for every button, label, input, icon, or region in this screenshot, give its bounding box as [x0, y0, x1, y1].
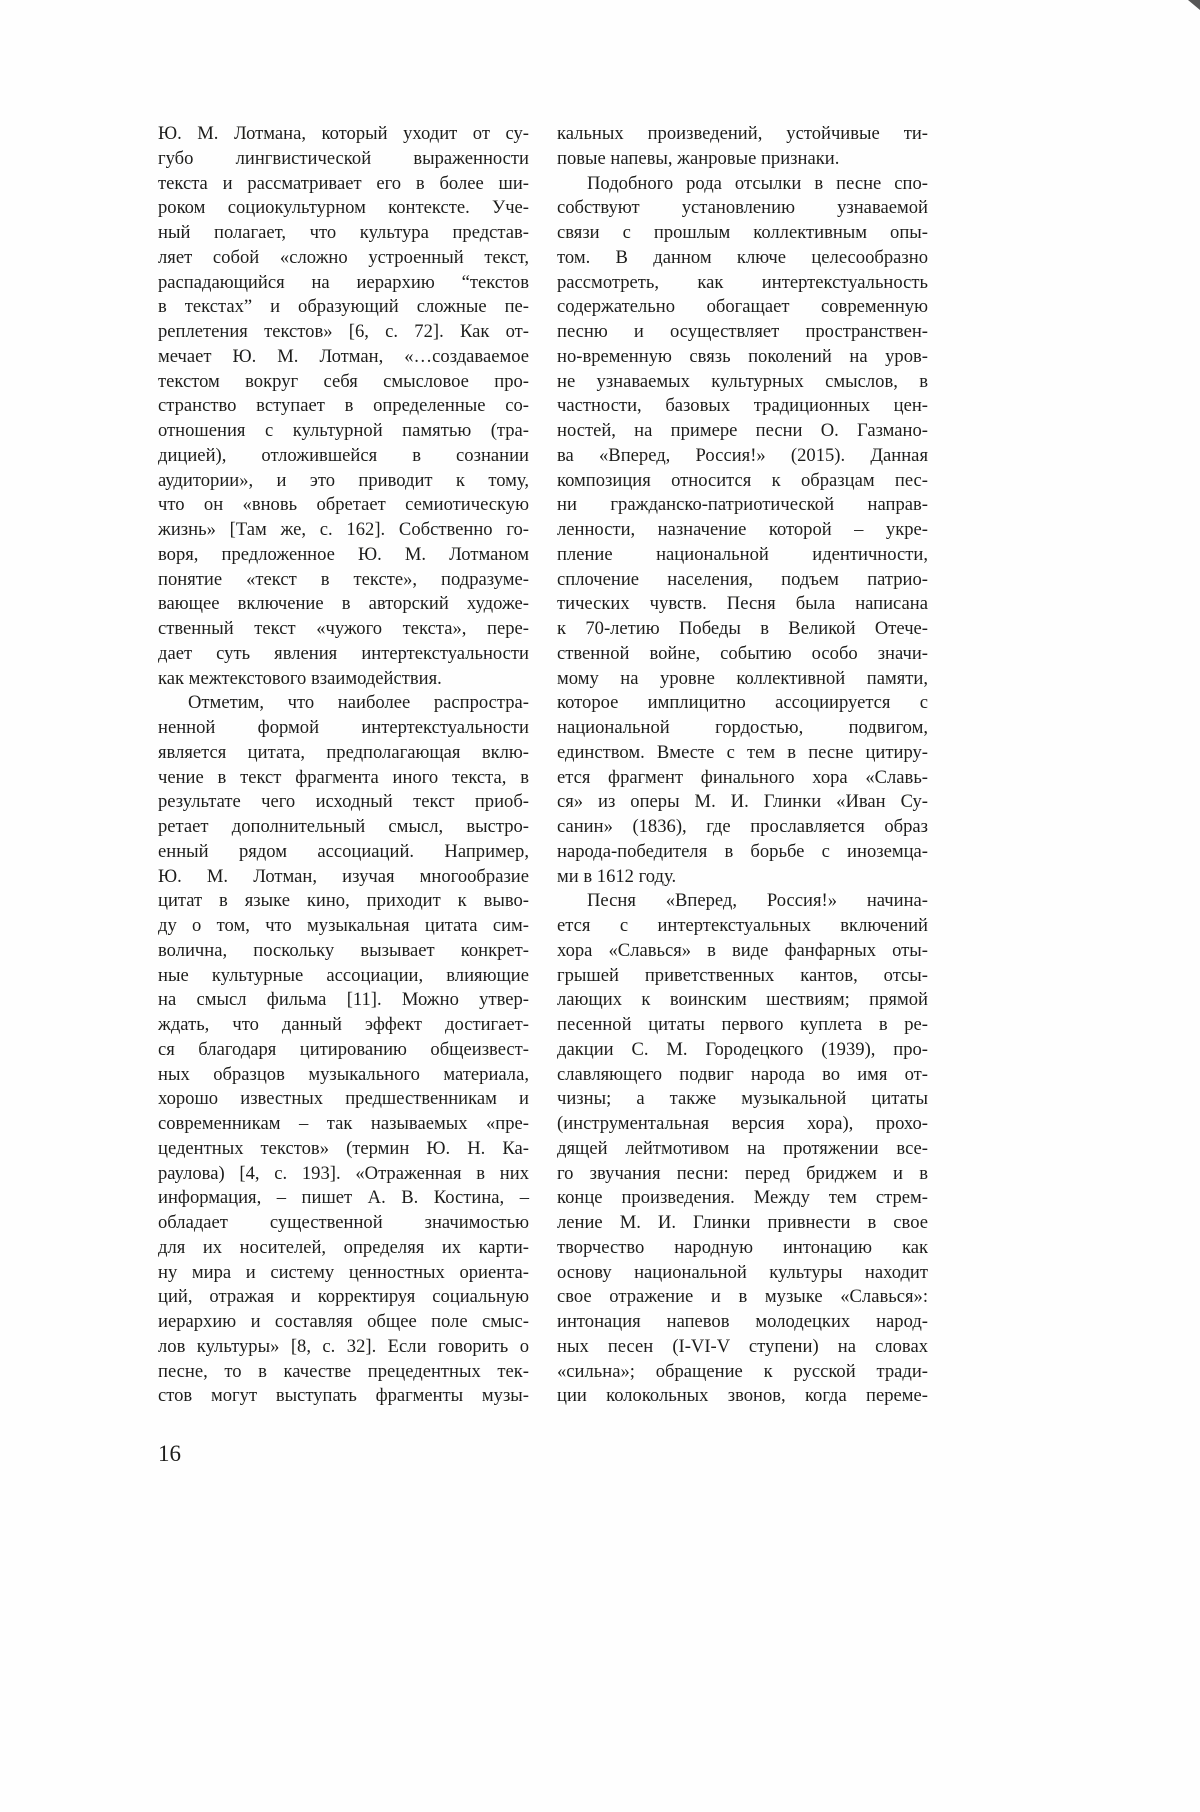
- text-line: национальной гордостью, подвигом,: [557, 717, 928, 738]
- text-line: губо лингвистической выраженности: [158, 147, 529, 169]
- text-line: ций, отражая и корректируя социальную: [158, 1286, 529, 1308]
- text-line: композиция относится к образцам пес-: [557, 469, 928, 491]
- text-line: дящей лейтмотивом на протяжении все-: [557, 1137, 928, 1159]
- text-line: Подобного рода отсылки в песне спо-: [587, 172, 928, 194]
- text-line: ни гражданско-патриотической направ-: [557, 494, 928, 516]
- text-line: отношения с культурной памятью (тра-: [158, 420, 529, 441]
- text-line: иерархию и составляя общее поле смыс-: [158, 1311, 529, 1332]
- text-line: является цитата, предполагающая вклю-: [158, 741, 529, 763]
- text-line: воря, предложенное Ю. М. Лотманом: [158, 543, 529, 565]
- text-line: связи с прошлым коллективным опы-: [557, 222, 928, 243]
- text-line: на смысл фильма [11]. Можно утвер-: [158, 989, 529, 1011]
- text-line: лов культуры» [8, с. 32]. Если говорить о: [158, 1335, 529, 1357]
- text-line: дицией), отложившейся в сознании: [158, 444, 529, 466]
- text-line: реплетения текстов» [6, с. 72]. Как от-: [158, 321, 529, 342]
- text-line: роком социокультурном контексте. Уче-: [158, 197, 529, 219]
- text-line: волична, поскольку вызывает конкрет-: [158, 939, 529, 961]
- text-line: единством. Вместе с тем в песне цитиру-: [557, 741, 928, 763]
- text-line: мечает Ю. М. Лотман, «…создаваемое: [158, 345, 529, 367]
- text-line: народа-победителя в борьбе с иноземца-: [557, 840, 928, 862]
- text-line: дакции С. М. Городецкого (1939), про-: [557, 1038, 928, 1060]
- text-column-left: [158, 122, 529, 1409]
- text-line: песне, то в качестве прецедентных тек-: [158, 1360, 529, 1382]
- text-column-right: [557, 122, 928, 1409]
- text-line: Ю. М. Лотман, изучая многообразие: [158, 865, 529, 887]
- text-line: сплочение населения, подъем патрио-: [557, 568, 928, 590]
- text-line: содержательно обогащает современную: [557, 296, 928, 318]
- text-line: го звучания песни: перед бриджем и в: [557, 1162, 928, 1184]
- text-line: жизнь» [Там же, с. 162]. Собственно го-: [158, 519, 529, 540]
- text-line: конце произведения. Между тем стрем-: [557, 1187, 928, 1209]
- text-line: ется фрагмент финального хора «Славь-: [557, 766, 928, 788]
- text-line: «сильна»; обращение к русской тради-: [557, 1360, 928, 1382]
- text-line: ственной войне, событию особо значи-: [557, 642, 928, 664]
- text-line: (инструментальная версия хора), прохо-: [557, 1113, 928, 1134]
- text-line: ление М. И. Глинки привнести в свое: [557, 1212, 928, 1233]
- text-line: песенной цитаты первого куплета в ре-: [557, 1014, 928, 1035]
- text-line: но-временную связь поколений на уров-: [557, 345, 928, 367]
- text-line: ну мира и систему ценностных ориента-: [158, 1261, 529, 1283]
- text-line: обладает существенной значимостью: [158, 1212, 529, 1233]
- text-line: ся благодаря цитированию общеизвест-: [158, 1038, 529, 1060]
- scan-artifact: [1188, 0, 1200, 10]
- text-line: информация, – пишет А. В. Костина, –: [158, 1187, 529, 1209]
- text-line: ду о том, что музыкальная цитата сим-: [158, 915, 529, 936]
- text-line: стов могут выступать фрагменты музы-: [158, 1385, 529, 1407]
- text-line: песню и осуществляет пространствен-: [557, 321, 928, 342]
- text-line: ми в 1612 году.: [557, 865, 677, 887]
- text-line: что он «вновь обретает семиотическую: [158, 494, 529, 516]
- text-line: санин» (1836), где прославляется образ: [557, 816, 928, 837]
- text-line: ленности, назначение которой – укре-: [557, 519, 928, 540]
- text-line: Отметим, что наиболее распростра-: [188, 692, 529, 714]
- text-line: как межтекстового взаимодействия.: [158, 667, 442, 689]
- text-line: хорошо известных предшественникам и: [158, 1088, 529, 1110]
- text-line: енный рядом ассоциаций. Например,: [158, 840, 529, 862]
- text-line: дает суть явления интертекстуальности: [158, 642, 529, 664]
- text-line: раулова) [4, с. 193]. «Отраженная в них: [158, 1162, 529, 1184]
- text-line: интонация напевов молодецких народ-: [557, 1311, 928, 1332]
- text-line: текстом вокруг себя смысловое про-: [158, 370, 529, 392]
- text-line: пление национальной идентичности,: [557, 543, 928, 565]
- text-line: частности, базовых традиционных цен-: [557, 395, 928, 417]
- page-number: 16: [158, 1441, 181, 1466]
- text-line: распадающийся на иерархию “текстов: [158, 271, 529, 293]
- text-line: кальных произведений, устойчивые ти-: [557, 123, 928, 144]
- text-line: ции колокольных звонов, когда переме-: [557, 1385, 928, 1407]
- text-line: результате чего исходный текст приоб-: [158, 791, 529, 813]
- text-line: рассмотреть, как интертекстуальность: [557, 271, 928, 293]
- text-line: которое имплицитно ассоциируется с: [557, 692, 928, 714]
- text-line: Песня «Вперед, Россия!» начина-: [587, 890, 928, 912]
- article-body: [158, 122, 928, 1409]
- text-line: ся» из оперы М. И. Глинки «Иван Су-: [557, 791, 928, 813]
- text-line: ляет собой «сложно устроенный текст,: [158, 246, 529, 268]
- text-line: ных образцов музыкального материала,: [158, 1063, 529, 1085]
- text-line: повые напевы, жанровые признаки.: [557, 147, 840, 169]
- text-line: аудитории», и это приводит к тому,: [158, 469, 529, 491]
- text-line: Ю. М. Лотмана, который уходит от су-: [158, 123, 529, 144]
- text-line: текста и рассматривает его в более ши-: [158, 172, 529, 194]
- text-line: основу национальной культуры находит: [557, 1261, 928, 1283]
- text-line: ные культурные ассоциации, влияющие: [158, 964, 529, 986]
- text-line: ностей, на примере песни О. Газмано-: [557, 420, 928, 441]
- text-line: современникам – так называемых «пре-: [158, 1113, 529, 1134]
- text-line: цитат в языке кино, приходит к выво-: [158, 890, 529, 912]
- text-line: цедентных текстов» (термин Ю. Н. Ка-: [158, 1137, 529, 1159]
- text-line: понятие «текст в тексте», подразуме-: [158, 568, 529, 590]
- text-line: свое отражение и в музыке «Славься»:: [557, 1286, 928, 1308]
- text-line: вающее включение в авторский художе-: [158, 593, 529, 615]
- text-line: ется с интертекстуальных включений: [557, 915, 928, 936]
- text-line: ный полагает, что культура представ-: [158, 222, 529, 243]
- text-line: к 70-летию Победы в Великой Отече-: [557, 618, 928, 639]
- text-line: тических чувств. Песня была написана: [557, 593, 928, 615]
- text-line: лающих к воинским шествиям; прямой: [557, 989, 928, 1011]
- text-line: хора «Славься» в виде фанфарных оты-: [557, 939, 928, 961]
- text-line: ных песен (I-VI-V ступени) на словах: [557, 1335, 928, 1357]
- text-line: странство вступает в определенные со-: [158, 395, 529, 417]
- text-line: собствуют установлению узнаваемой: [557, 197, 928, 219]
- text-line: ретает дополнительный смысл, выстро-: [158, 816, 529, 837]
- text-line: мому на уровне коллективной памяти,: [557, 667, 928, 689]
- text-line: том. В данном ключе целесообразно: [557, 246, 928, 268]
- text-line: не узнаваемых культурных смыслов, в: [557, 370, 928, 392]
- text-line: чизны; а также музыкальной цитаты: [557, 1088, 928, 1110]
- text-line: творчество народную интонацию как: [557, 1236, 928, 1258]
- text-line: ственный текст «чужого текста», пере-: [158, 618, 529, 639]
- text-line: ждать, что данный эффект достигает-: [158, 1014, 529, 1035]
- text-line: славляющего подвиг народа во имя от-: [557, 1063, 928, 1085]
- text-line: ва «Вперед, Россия!» (2015). Данная: [557, 444, 928, 466]
- text-line: чение в текст фрагмента иного текста, в: [158, 766, 529, 788]
- text-line: для их носителей, определяя их карти-: [158, 1236, 529, 1258]
- text-line: ненной формой интертекстуальности: [158, 717, 529, 738]
- text-line: грышей приветственных кантов, отсы-: [557, 964, 928, 986]
- text-line: в текстах” и образующий сложные пе-: [158, 296, 529, 318]
